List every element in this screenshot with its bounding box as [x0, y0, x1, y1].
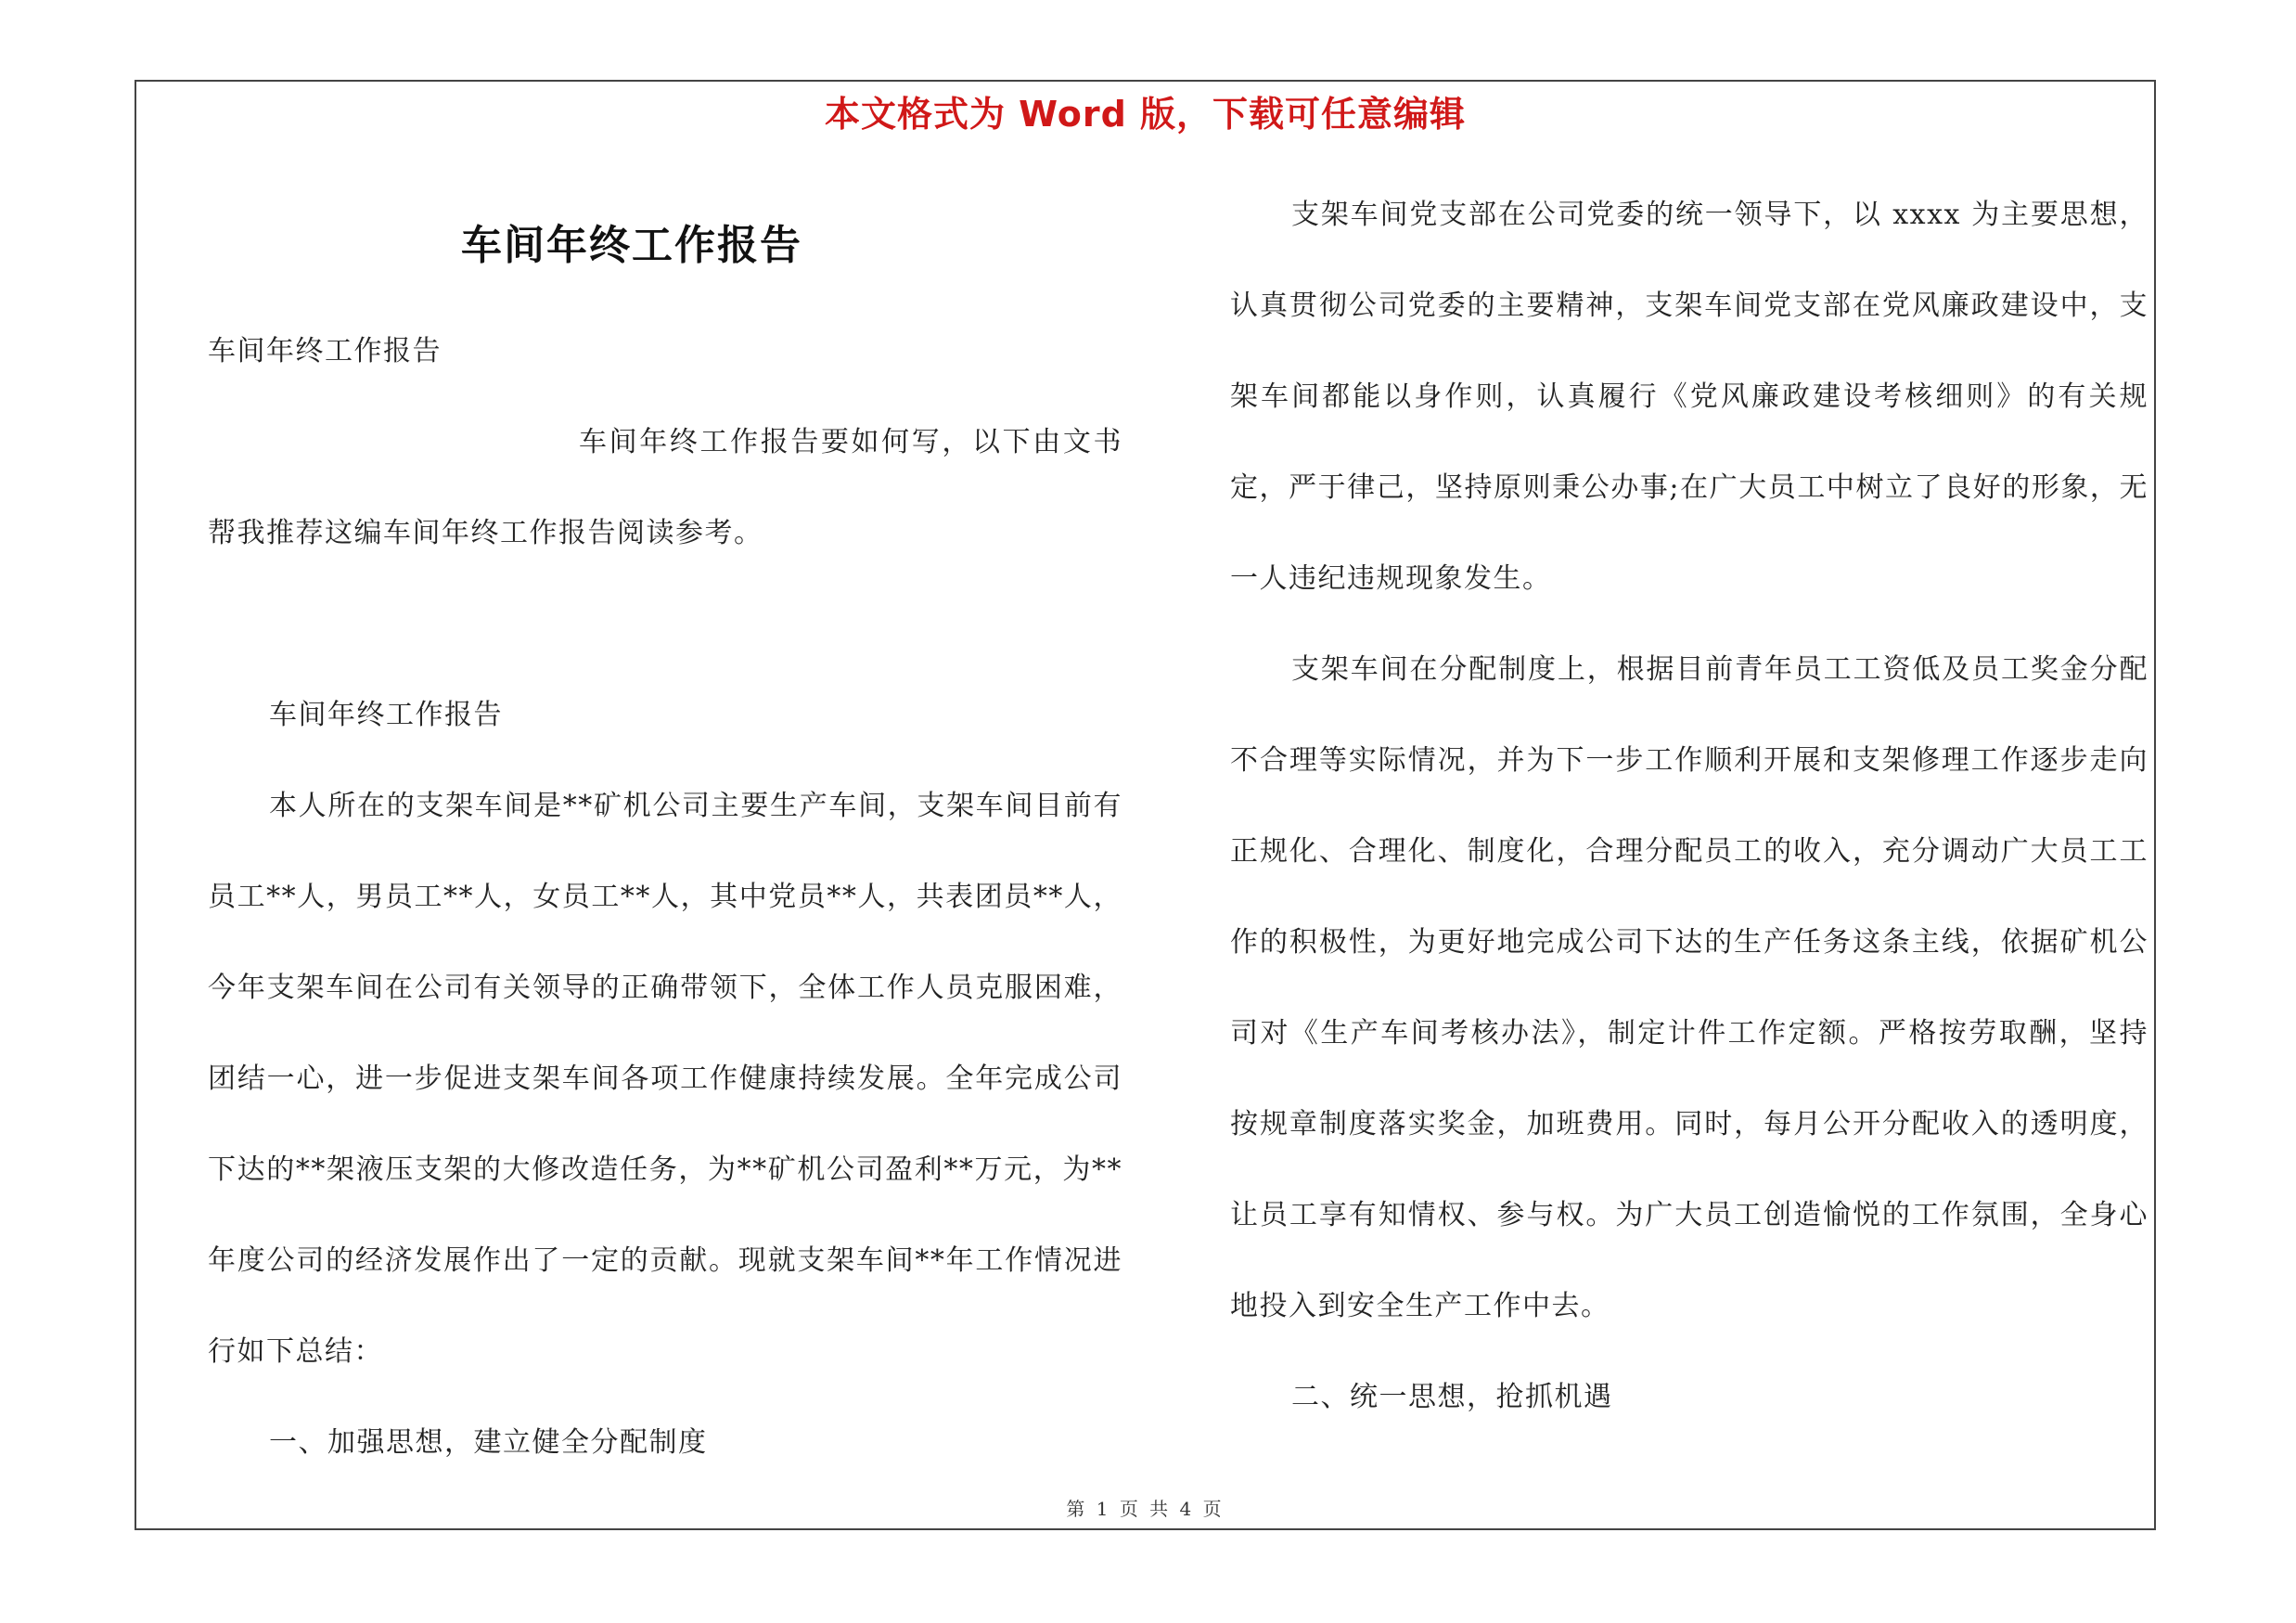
- body-paragraph-1: 本人所在的支架车间是**矿机公司主要生产车间，支架车间目前有员工**人，男员工**人，女员工**人，其中党员**人，共表团员**人，今年支架车间在公司有关领导的正确带领下，全体工作人员克服困难，团结一心，进一步促进支架车间各项工作健康持续发展。全年完成公司下达的**架液压支架的大修改造任务，为**矿机公司盈利**万元，为**年度公司的经济发展作出了一定的贡献。现就支架车间**年工作情况进行如下总结：: [208, 790, 1122, 1368]
- editable-notice-banner: 本文格式为 Word 版，下载可任意编辑: [824, 94, 1467, 135]
- section-heading-1: 一、加强思想，建立健全分配制度: [269, 1426, 708, 1459]
- body-paragraph-2: 支架车间党支部在公司党委的统一领导下，以 xxxx 为主要思想，认真贯彻公司党委的主要精神，支架车间党支部在党风廉政建设中，支架车间都能以身作则，认真履行《党风廉政建设考核细则》的有关规定，严于律己，坚持原则秉公办事;在广大员工中树立了良好的形象，无一人违纪违规现象发生。: [1230, 199, 2148, 595]
- body-paragraph-3: 支架车间在分配制度上，根据目前青年员工工资低及员工奖金分配不合理等实际情况，并为下一步工作顺利开展和支架修理工作逐步走向正规化、合理化、制度化，合理分配员工的收入，充分调动广大员工工作的积极性，为更好地完成公司下达的生产任务这条主线，依据矿机公司对《生产车间考核办法》，制定计件工作定额。严格按劳取酬，坚持按规章制度落实奖金，加班费用。同时，每月公开分配收入的透明度，让员工享有知情权、参与权。为广大员工创造愉悦的工作氛围，全身心地投入到安全生产工作中去。: [1230, 653, 2148, 1322]
- document-title: 车间年终工作报告: [461, 222, 802, 269]
- page-number-footer: 第 1 页 共 4 页: [1066, 1498, 1225, 1520]
- section-heading: 车间年终工作报告: [269, 699, 503, 731]
- right-column: [1230, 170, 2148, 1443]
- section-heading-2: 二、统一思想，抢抓机遇: [1291, 1381, 1613, 1413]
- subtitle: 车间年终工作报告: [208, 335, 442, 367]
- intro-paragraph: 车间年终工作报告要如何写，以下由文书帮我推荐这编车间年终工作报告阅读参考。: [208, 426, 1122, 549]
- left-column: [208, 306, 1122, 1488]
